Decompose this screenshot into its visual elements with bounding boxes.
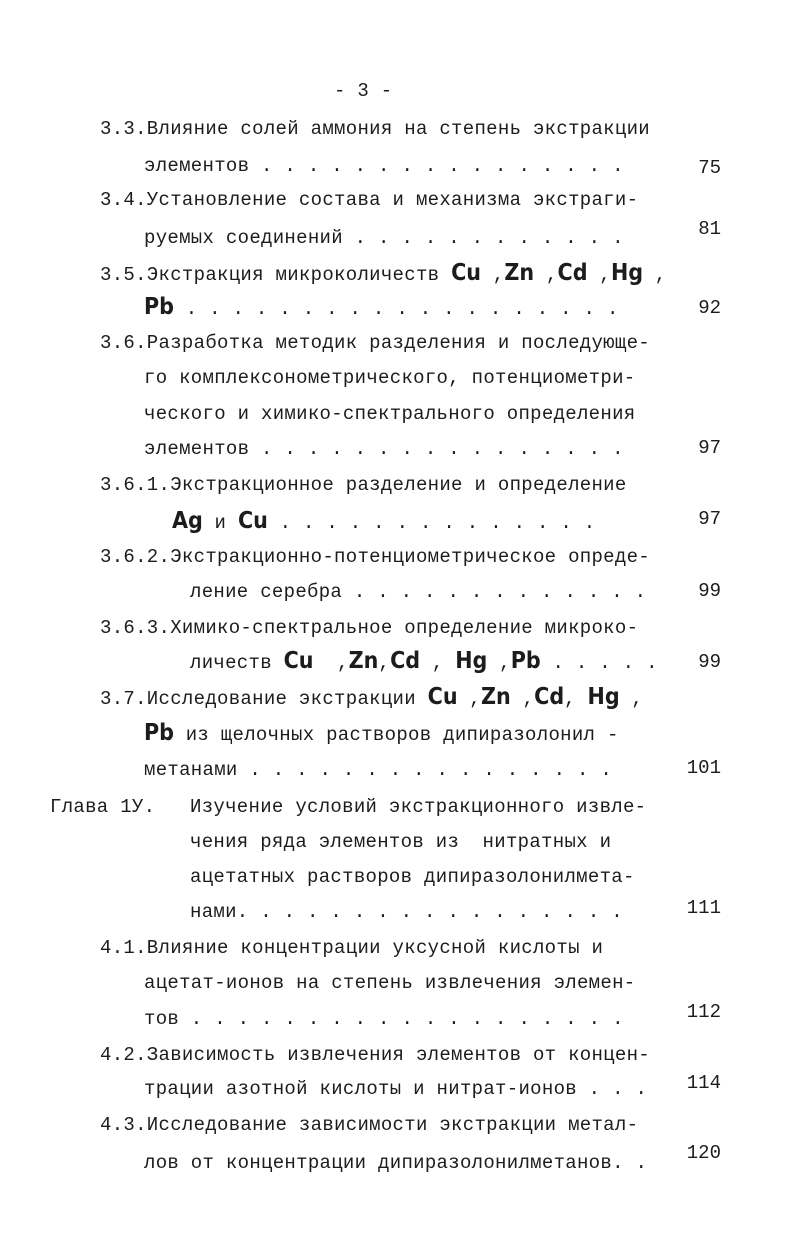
symbol-pb: Pb	[144, 720, 174, 746]
entry-3-4-line-2: руемых соединений . . . . . . . . . . . .	[144, 227, 624, 249]
entry-4-2-line-2: трации азотной кислоты и нитрат-ионов . . .	[144, 1078, 648, 1100]
entry-3-6-2-line-2: ление серебра . . . . . . . . . . . . .	[190, 581, 647, 603]
comma: ,	[522, 688, 535, 710]
entry-3-6-page: 97	[698, 437, 721, 459]
symbol-zn: Zn	[504, 260, 535, 286]
comma: ,	[564, 688, 576, 710]
entry-4-1-page: 112	[686, 1001, 721, 1023]
entry-3-6-1-line-1: 3.6.1.Экстракционное разделение и определение	[100, 474, 627, 496]
entry-3-4-line-1: 3.4.Установление состава и механизма экстраги-	[100, 189, 639, 211]
chapter-4-line-1: Изучение условий экстракционного извле-	[190, 796, 647, 818]
symbol-cu: Cu	[451, 260, 481, 286]
entry-3-6-3-page: 99	[698, 651, 721, 673]
entry-3-3-line-1: 3.3.Влияние солей аммония на степень экстракции	[100, 118, 650, 140]
entry-4-1-line-3: тов . . . . . . . . . . . . . . . . . . .	[144, 1008, 624, 1030]
entry-3-7-line-1	[100, 686, 643, 710]
entry-3-5-page: 92	[698, 297, 721, 319]
entry-3-7-page: 101	[686, 757, 721, 779]
symbol-cd: Cd	[390, 648, 421, 674]
symbol-zn: Zn	[480, 684, 511, 710]
comma: ,	[336, 652, 349, 674]
symbol-pb: Pb	[510, 648, 541, 674]
comma: ,	[631, 688, 644, 710]
entry-3-7-line-3: метанами . . . . . . . . . . . . . . . .	[144, 759, 613, 781]
symbol-ag: Ag	[172, 508, 203, 534]
entry-3-6-1-page: 97	[698, 508, 721, 530]
comma: ,	[492, 264, 505, 286]
entry-3-6-3-line-2	[190, 650, 658, 674]
and-word: и	[214, 512, 227, 534]
entry-3-7-text: 3.7.Исследование экстракции	[100, 688, 416, 710]
entry-3-6-2-line-1: 3.6.2.Экстракционно-потенциометрическое опреде-	[100, 546, 650, 568]
entry-3-3-page: 75	[698, 157, 721, 179]
leader-dots: . . . . . . . . . . . . . .	[279, 512, 596, 534]
comma: ,	[431, 652, 444, 674]
entry-3-7-line-2-text: из щелочных растворов дипиразолонил -	[185, 724, 619, 746]
entry-4-2-line-1: 4.2.Зависимость извлечения элементов от концен-	[100, 1044, 650, 1066]
entry-4-3-line-2: лов от концентрации дипиразолонилметанов. .	[144, 1152, 648, 1174]
leader-dots: . . . . .	[552, 652, 658, 674]
symbol-hg: Hg	[455, 648, 488, 674]
comma: ,	[599, 264, 611, 286]
entry-3-6-line-3: ческого и химико-спектрального определения	[144, 403, 636, 425]
entry-3-6-2-page: 99	[698, 580, 721, 602]
symbol-hg: Hg	[610, 260, 644, 286]
symbol-zn: Zn	[348, 648, 379, 674]
comma: ,	[545, 264, 558, 286]
entry-4-2-page: 114	[686, 1072, 721, 1094]
entry-3-5-line-1	[100, 262, 667, 286]
entry-3-3-line-2: элементов . . . . . . . . . . . . . . . .	[144, 155, 624, 177]
comma: ,	[378, 652, 391, 674]
entry-3-5-text: 3.5.Экстракция микроколичеств	[100, 264, 440, 286]
leader-dots: . . . . . . . . . . . . . . . . . . .	[185, 298, 619, 320]
entry-4-3-line-1: 4.3.Исследование зависимости экстракции метал-	[100, 1114, 639, 1136]
entry-3-6-line-1: 3.6.Разработка методик разделения и последующе-	[100, 332, 650, 354]
entry-3-7-line-2	[144, 722, 619, 746]
entry-3-6-3-lead: личеств	[190, 652, 272, 674]
symbol-pb: Pb	[144, 294, 174, 320]
entry-3-6-line-4: элементов . . . . . . . . . . . . . . . .	[144, 438, 624, 460]
comma: ,	[469, 688, 481, 710]
symbol-cd: Cd	[534, 684, 565, 710]
comma: ,	[499, 652, 511, 674]
entry-3-5-line-2	[144, 296, 619, 320]
symbol-cu: Cu	[237, 508, 268, 534]
entry-3-4-page: 81	[698, 218, 721, 240]
symbol-cd: Cd	[557, 260, 588, 286]
entry-4-1-line-2: ацетат-ионов на степень извлечения элемен-	[144, 972, 636, 994]
chapter-4-page: 111	[686, 897, 721, 919]
entry-4-1-line-1: 4.1.Влияние концентрации уксусной кислоты и	[100, 937, 604, 959]
symbol-cu: Cu	[427, 684, 458, 710]
comma: ,	[654, 264, 667, 286]
chapter-4-label: Глава 1У.	[50, 796, 156, 818]
chapter-4-line-3: ацетатных растворов дипиразолонилмета-	[190, 866, 635, 888]
symbol-cu: Cu	[283, 648, 314, 674]
symbol-hg: Hg	[587, 684, 620, 710]
chapter-4-line-4: нами. . . . . . . . . . . . . . . . .	[190, 901, 623, 923]
chapter-4-line-2: чения ряда элементов из нитратных и	[190, 831, 612, 853]
entry-4-3-page: 120	[686, 1142, 721, 1164]
entry-3-6-1-line-2	[172, 510, 596, 534]
entry-3-6-line-2: го комплексонометрического, потенциометри-	[144, 367, 636, 389]
entry-3-6-3-line-1: 3.6.3.Химико-спектральное определение микроко-	[100, 617, 639, 639]
page-number: - 3 -	[334, 80, 393, 102]
